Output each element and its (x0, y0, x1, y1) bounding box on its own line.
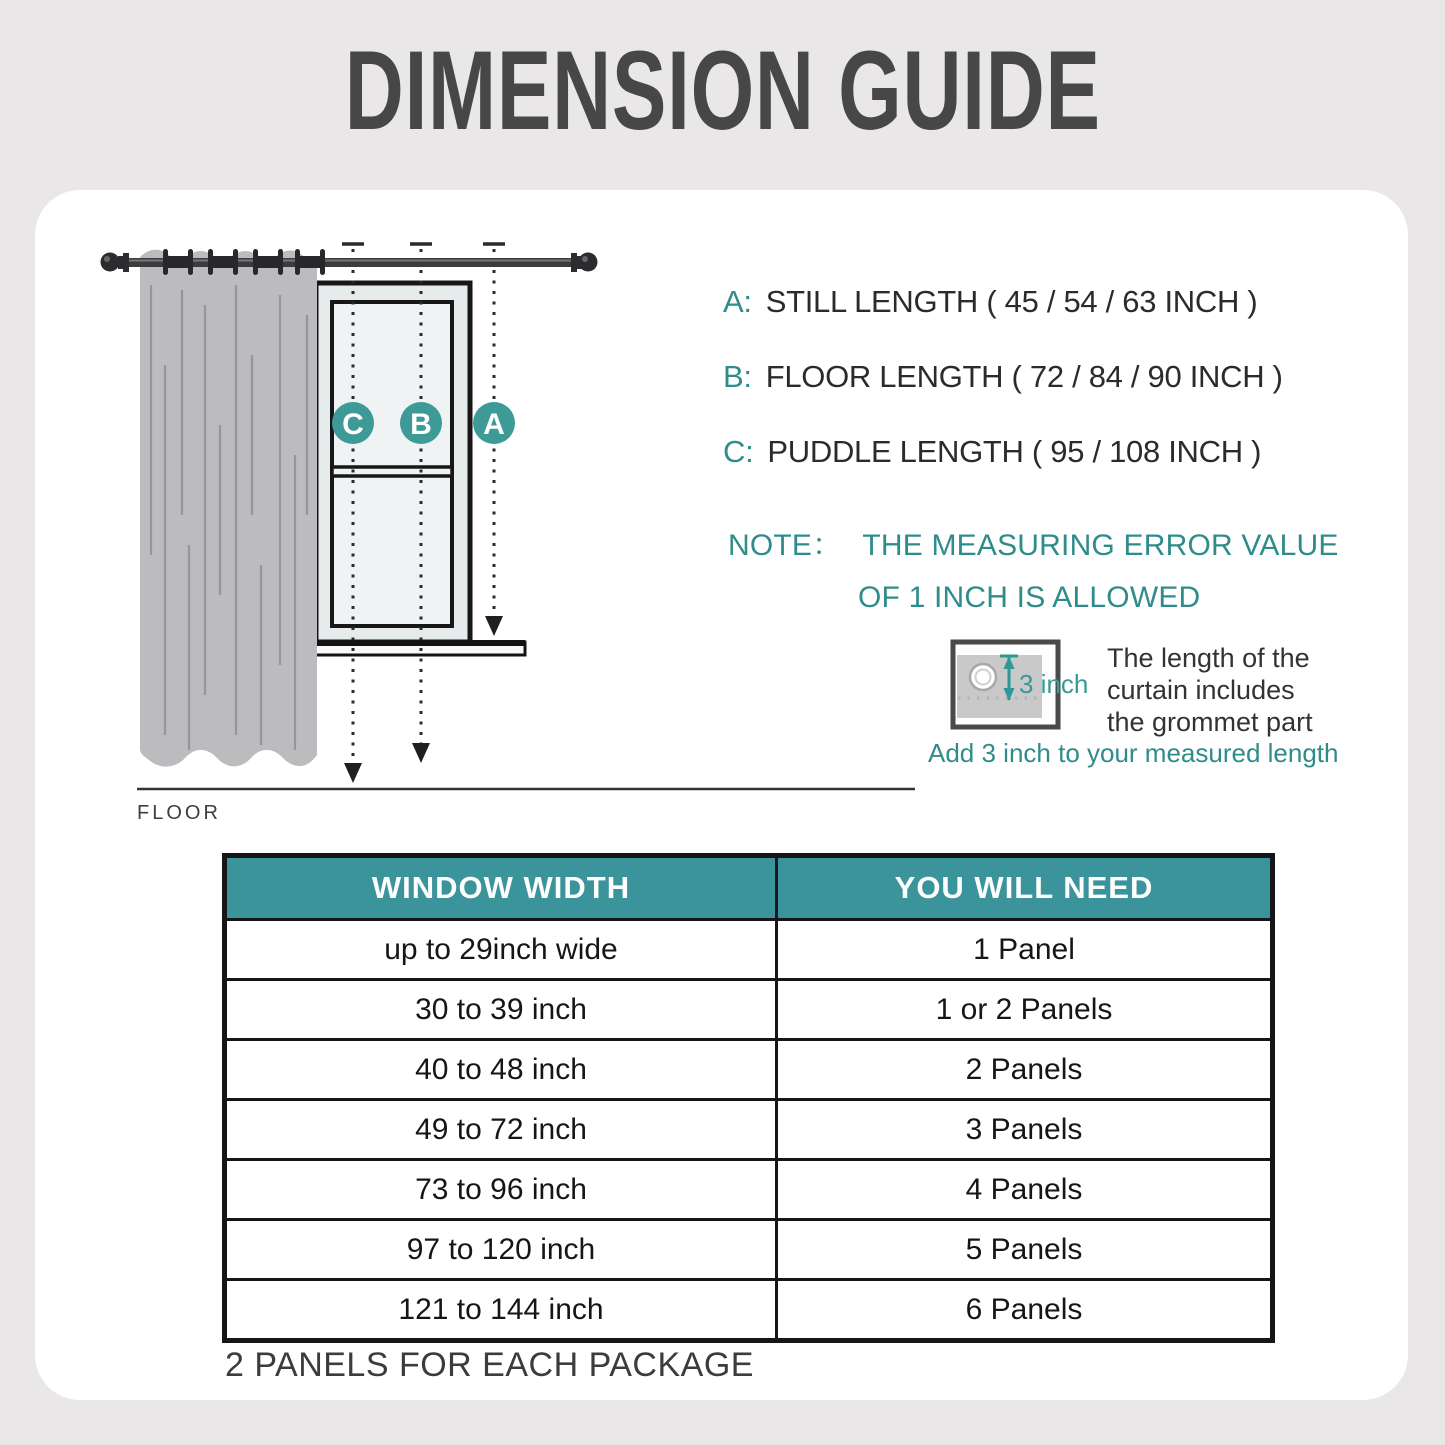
length-text-a: STILL LENGTH ( 45 / 54 / 63 INCH ) (765, 284, 1258, 319)
you-will-need-header: YOU WILL NEED (777, 856, 1273, 920)
table-header-row (225, 856, 1273, 920)
panels-needed-cell: 1 or 2 Panels (777, 980, 1273, 1040)
panels-needed-cell: 5 Panels (777, 1220, 1273, 1280)
panels-needed-cell: 2 Panels (777, 1040, 1273, 1100)
window-width-cell: up to 29inch wide (225, 920, 777, 980)
rod-finial-right (579, 253, 598, 272)
three-inch-label: 3 inch (1019, 669, 1089, 699)
grommet-icon (970, 664, 996, 690)
panels-needed-cell: 1 Panel (777, 920, 1273, 980)
table-row (225, 1280, 1273, 1341)
panels-needed-cell: 4 Panels (777, 1160, 1273, 1220)
panel-sizing-table (222, 853, 1275, 1343)
add-three-inch-tip: Add 3 inch to your measured length (928, 738, 1339, 768)
window-width-cell: 73 to 96 inch (225, 1160, 777, 1220)
svg-text:C: C (342, 408, 364, 441)
marker-badge-b (400, 402, 442, 444)
window-width-cell: 40 to 48 inch (225, 1040, 777, 1100)
table-row (225, 920, 1273, 980)
note-prefix: NOTE： (728, 529, 843, 562)
length-item-c (723, 434, 1283, 470)
marker-badge-c (332, 402, 374, 444)
window-width-cell: 49 to 72 inch (225, 1100, 777, 1160)
length-legend (723, 284, 1283, 470)
content-panel (35, 190, 1408, 1400)
window-width-cell: 121 to 144 inch (225, 1280, 777, 1341)
length-key-c: C: (723, 434, 754, 469)
marker-badge-a (473, 402, 515, 444)
table-row (225, 1100, 1273, 1160)
svg-text:A: A (483, 408, 505, 441)
rod-finial-left (101, 253, 120, 272)
note-line-1: NOTE： THE MEASURING ERROR VALUE (728, 529, 1339, 562)
grommet-description: The length of the curtain includes the grommet part (1107, 643, 1313, 737)
length-text-b: FLOOR LENGTH ( 72 / 84 / 90 INCH ) (765, 359, 1283, 394)
table-row (225, 1220, 1273, 1280)
svg-text:B: B (410, 408, 432, 441)
note-line-2: OF 1 INCH IS ALLOWED (858, 581, 1201, 614)
measuring-note (728, 520, 1339, 615)
window-width-cell: 30 to 39 inch (225, 980, 777, 1040)
window-width-cell: 97 to 120 inch (225, 1220, 777, 1280)
table-row (225, 1040, 1273, 1100)
package-note: 2 PANELS FOR EACH PACKAGE (225, 1346, 754, 1384)
curtain (140, 250, 317, 767)
panels-needed-cell: 6 Panels (777, 1280, 1273, 1341)
page-title: DIMENSION GUIDE (344, 28, 1101, 153)
length-key-b: B: (723, 359, 752, 394)
panels-needed-cell: 3 Panels (777, 1100, 1273, 1160)
window-width-header: WINDOW WIDTH (225, 856, 777, 920)
window-sill (311, 642, 525, 655)
length-key-a: A: (723, 284, 752, 319)
floor-label: FLOOR (137, 802, 221, 824)
length-item-a (723, 284, 1283, 320)
window (316, 283, 470, 642)
length-text-c: PUDDLE LENGTH ( 95 / 108 INCH ) (767, 434, 1262, 469)
length-item-b (723, 359, 1283, 395)
table-row (225, 980, 1273, 1040)
table-row (225, 1160, 1273, 1220)
